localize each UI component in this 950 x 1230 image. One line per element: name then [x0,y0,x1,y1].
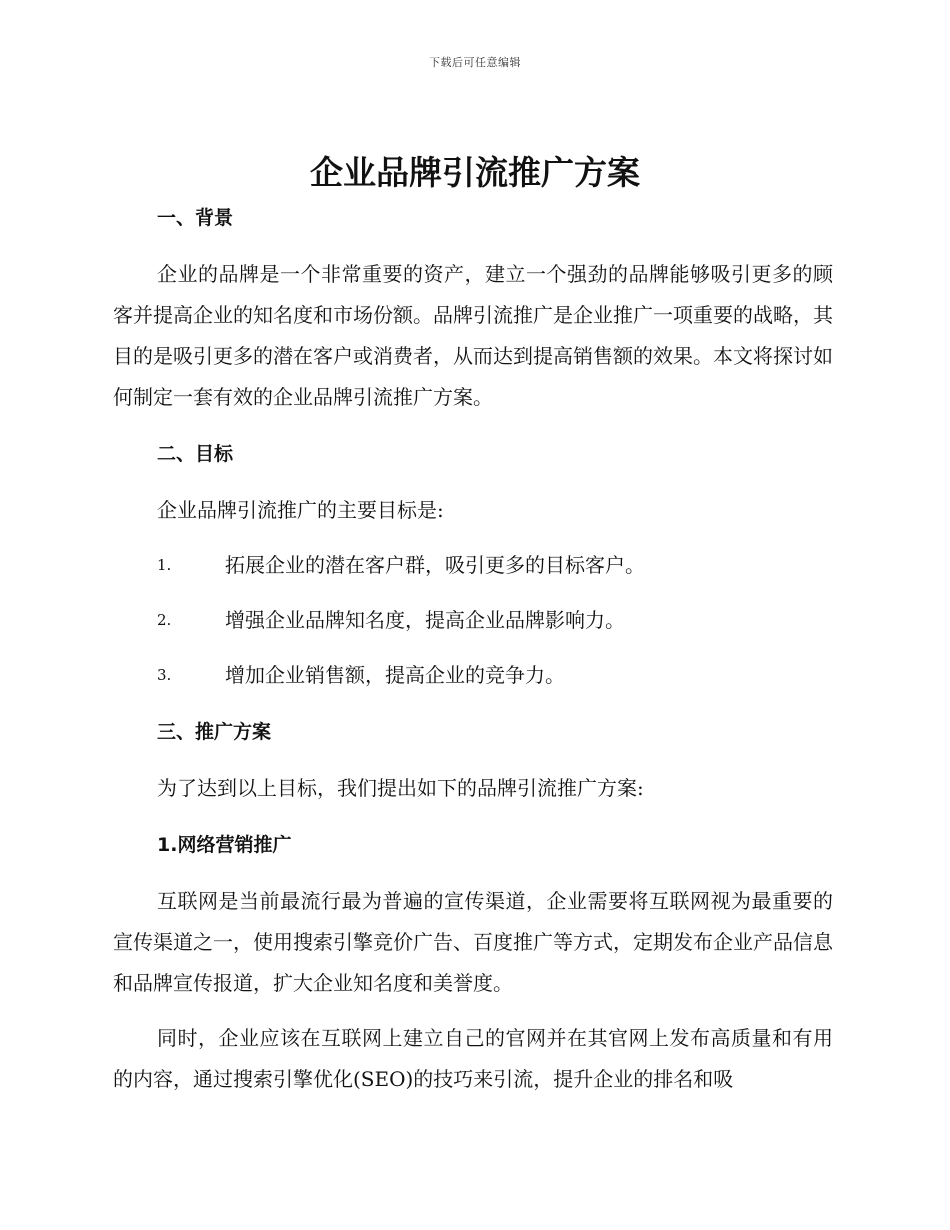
document-title: 企业品牌引流推广方案 [310,153,640,192]
list-number: 2. [157,611,172,629]
header-note: 下载后可任意编辑 [429,56,521,69]
spacer [113,696,833,710]
list-item [113,655,833,696]
spacer [113,809,833,823]
list-text: 拓展企业的潜在客户群，吸引更多的目标客户。 [225,553,645,577]
spacer [113,754,833,768]
section-heading-goals: 二、目标 [157,443,234,465]
list-text: 增加企业销售额，提高企业的竞争力。 [225,663,565,687]
list-item [113,600,833,641]
plan-intro: 为了达到以上目标，我们提出如下的品牌引流推广方案: [157,776,644,800]
spacer [113,418,833,432]
spacer [113,240,833,254]
list-item [113,545,833,586]
spacer [113,1004,833,1018]
spacer [113,867,833,881]
section-heading-plan: 三、推广方案 [157,721,272,743]
spacer [113,531,833,545]
spacer [113,641,833,655]
list-number: 1. [157,556,172,574]
section-heading-background: 一、背景 [157,207,234,229]
plan-paragraph-2: 同时，企业应该在互联网上建立自己的官网并在其官网上发布高质量和有用的内容，通过搜索引擎优化(SEO)的技巧来引流，提升企业的排名和吸 [113,1026,833,1091]
goals-intro: 企业品牌引流推广的主要目标是: [157,498,444,522]
list-text: 增强企业品牌知名度，提高企业品牌影响力。 [225,608,625,632]
plan-paragraph-1: 互联网是当前最流行最为普遍的宣传渠道，企业需要将互联网视为最重要的宣传渠道之一，使用搜索引擎竞价广告、百度推广等方式，定期发布企业产品信息和品牌宣传报道，扩大企业知名度和美誉度。 [113,889,833,995]
spacer [113,586,833,600]
subheading-online-marketing: 1.网络营销推广 [157,834,292,856]
spacer [113,476,833,490]
background-paragraph: 企业的品牌是一个非常重要的资产，建立一个强劲的品牌能够吸引更多的顾客并提高企业的知名度和市场份额。品牌引流推广是企业推广一项重要的战略，其目的是吸引更多的潜在客户或消费者，从而达到提高销售额的效果。本文将探讨如何制定一套有效的企业品牌引流推广方案。 [113,262,833,409]
document-body [113,196,833,1100]
list-number: 3. [157,666,172,684]
